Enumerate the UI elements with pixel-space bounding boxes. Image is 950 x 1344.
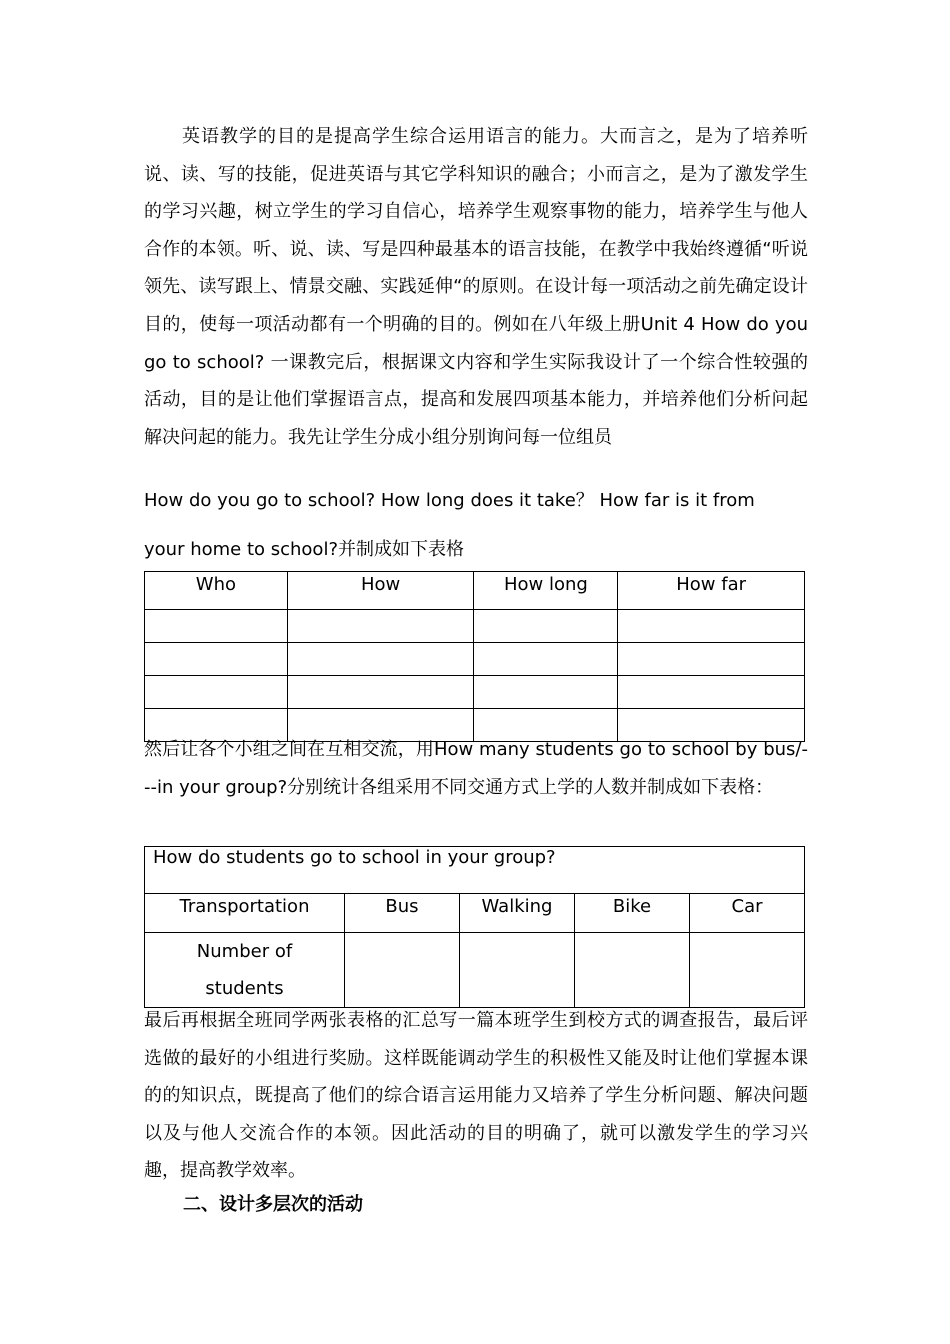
number-of-students-row [145, 933, 805, 1008]
header-how-far: How far [618, 572, 805, 610]
table-cell [460, 933, 575, 1008]
closing-paragraph: 最后再根据全班同学两张表格的汇总写一篇本班学生到校方式的调查报告，最后评选做的最好的小组进行奖励。这样既能调动学生的积极性又能及时让他们掌握本课的的知识点，既提高了他们的综合语言运用能力又培养了学生分析问题、解决问题以及与他人交流合作的本领。因此活动的目的明确了，就可以激发学生的学习兴趣，提高教学效率。 [144, 1010, 808, 1182]
row-label-number-of-students [145, 933, 345, 1008]
survey-table-header-row [145, 572, 805, 610]
table-cell [575, 933, 690, 1008]
transportation-table-caption: How do students go to school in your group? [145, 847, 805, 894]
table-cell [618, 610, 805, 643]
survey-table [144, 571, 805, 742]
table-row [145, 676, 805, 709]
table-cell [287, 610, 474, 643]
header-transportation: Transportation [145, 894, 345, 933]
table-cell [145, 676, 288, 709]
middle-paragraph: 然后让各个小组之间在互相交流，用How many students go to school by bus/---in your group?分别统计各组采用不同交通方式上学的人数并制成如下表格： [144, 739, 808, 798]
table-cell [145, 643, 288, 676]
table-row [145, 610, 805, 643]
row-label-line-1: Number of [196, 941, 293, 962]
table-cell [618, 643, 805, 676]
table-cell [145, 610, 288, 643]
question-line-1: How do you go to school? How long does it take？ How far is it from [144, 490, 755, 511]
header-who: Who [145, 572, 288, 610]
transportation-header-row [145, 894, 805, 933]
header-walking: Walking [460, 894, 575, 933]
table-cell [345, 933, 460, 1008]
table-row [145, 643, 805, 676]
table-cell [287, 676, 474, 709]
question-line-2: your home to school?并制成如下表格 [144, 539, 465, 560]
intro-paragraph: 英语教学的目的是提高学生综合运用语言的能力。大而言之，是为了培养听说、读、写的技能，促进英语与其它学科知识的融合；小而言之，是为了激发学生的学习兴趣，树立学生的学习自信心，培养学生观察事物的能力，培养学生与他人合作的本领。听、说、读、写是四种最基本的语言技能，在教学中我始终遵循“听说领先、读写跟上、情景交融、实践延伸“的原则。在设计每一项活动之前先确定设计目的，使每一项活动都有一个明确的目的。例如在八年级上册Unit 4 How do you go to school? 一课教完后，根据课文内容和学生实际我设计了一个综合性较强的活动，目的是让他们掌握语言点，提高和发展四项基本能力，并培养他们分析问起解决问起的能力。我先让学生分成小组分别询问每一位组员 [144, 126, 808, 448]
transportation-table [144, 846, 805, 1008]
header-how: How [287, 572, 474, 610]
table-cell [690, 933, 805, 1008]
row-label-line-2: students [205, 978, 284, 999]
table-cell [618, 676, 805, 709]
table-cell [287, 643, 474, 676]
header-car: Car [690, 894, 805, 933]
table-cell [474, 610, 618, 643]
section-heading: 二、设计多层次的活动 [183, 1194, 363, 1215]
header-bike: Bike [575, 894, 690, 933]
header-bus: Bus [345, 894, 460, 933]
table-cell [474, 676, 618, 709]
table-cell [474, 643, 618, 676]
transportation-caption-row [145, 847, 805, 894]
header-how-long: How long [474, 572, 618, 610]
